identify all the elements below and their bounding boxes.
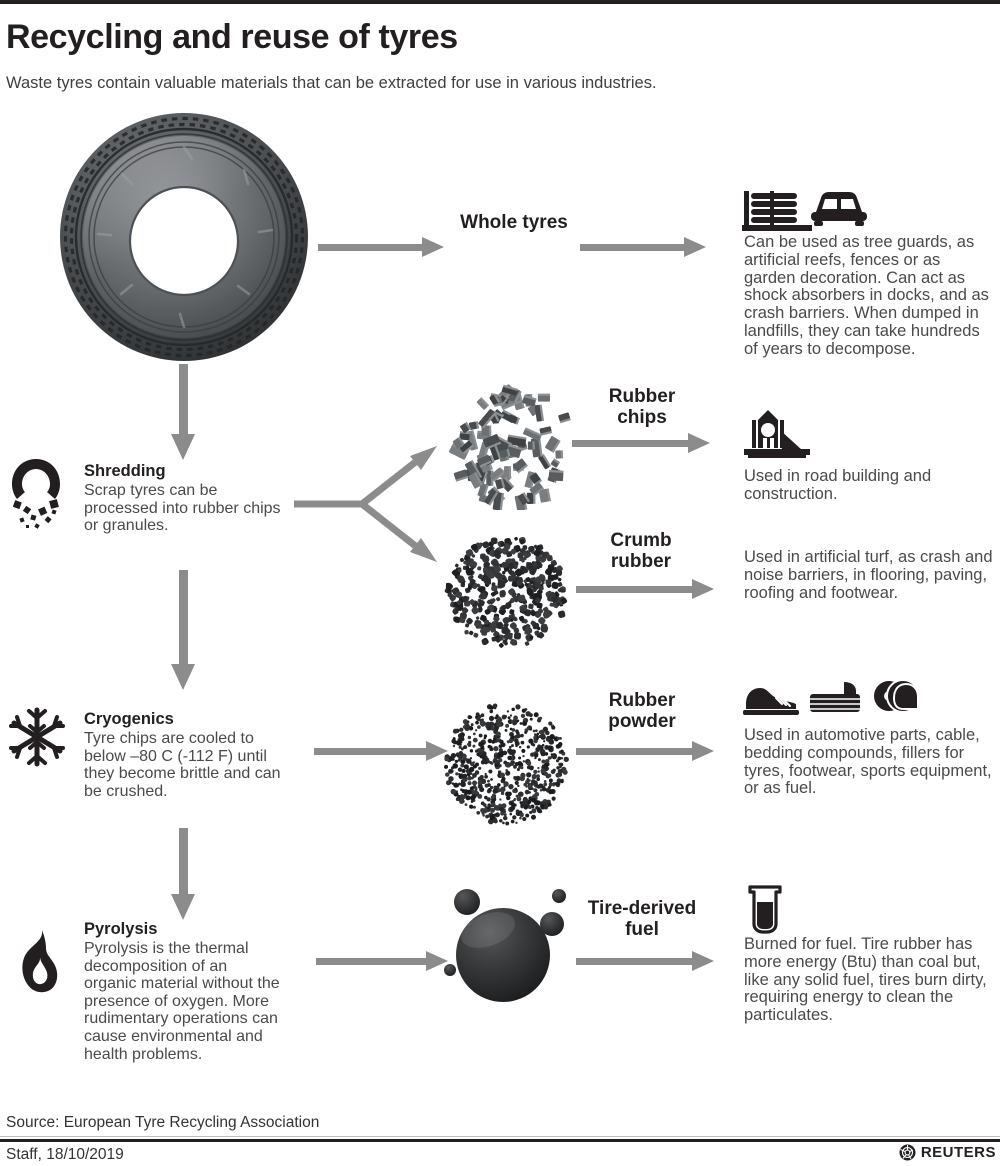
product-label-whole-tyres: Whole tyres [460, 212, 568, 233]
product-label-crumb-rubber: Crumb rubber [610, 530, 672, 573]
product-description-rubber-chips: Used in road building and construction. [744, 467, 932, 503]
flame-icon [14, 928, 62, 996]
footer-rule [0, 1139, 1000, 1142]
top-rule [0, 0, 1000, 4]
helmet-tyres-icon [872, 676, 922, 720]
stage-body-pyrolysis: Pyrolysis is the thermal decomposition of an organic material without the presence of oxygen. More rudimentary operations can cause environmental and health problems. [84, 940, 280, 1063]
product-description-tire-derived-fuel: Burned for fuel. Tire rubber has more energy (Btu) than coal but, like any solid fuel, tires burn dirty, requiring energy to clean the particulates. [744, 935, 987, 1025]
product-label-rubber-chips: Rubber chips [608, 386, 676, 429]
stage-body-cryogenics: Tyre chips are cooled to below –80 C (-112 F) until they become brittle and can be crushed. [84, 730, 281, 800]
rubber-powder-pile [440, 698, 572, 830]
oil-droplet-illustration [430, 878, 590, 1010]
source-rule [0, 1136, 1000, 1137]
shredded-tyre-icon [8, 455, 64, 531]
mattress-icon [808, 680, 864, 718]
stage-title-shredding: Shredding [84, 462, 166, 480]
product-label-rubber-powder: Rubber powder [608, 690, 676, 733]
stage-body-shredding: Scrap tyres can be processed into rubber chips or granules. [84, 482, 281, 535]
crumb-rubber-pile [438, 530, 570, 652]
whole-tyre-illustration [58, 108, 310, 366]
product-description-crumb-rubber: Used in artificial turf, as crash and noise barriers, in flooring, paving, roofing and footwear. [744, 548, 993, 602]
source-text: Source: European Tyre Recycling Association [6, 1114, 320, 1131]
fork-arrow-shredding [292, 432, 450, 568]
snowflake-icon [6, 706, 68, 768]
reuters-mark-icon [899, 1144, 916, 1161]
stacked-tyres-icon [742, 190, 812, 232]
reuters-wordmark: REUTERS [920, 1144, 996, 1161]
rubber-chips-pile [434, 378, 580, 510]
product-description-rubber-powder: Used in automotive parts, cable, bedding compounds, fillers for tyres, footwear, sports equipment, or as fuel. [744, 726, 992, 798]
reuters-logo [899, 1144, 996, 1161]
sneaker-icon [742, 682, 800, 718]
product-label-tire-derived-fuel: Tire-derived fuel [587, 898, 697, 941]
page-title: Recycling and reuse of tyres [6, 18, 458, 56]
car-icon [808, 188, 870, 232]
product-description-whole-tyres: Can be used as tree guards, as artificial reefs, fences or as garden decoration. Can act as shock absorbers in docks, and as crash barriers. When dumped in landfills, they can take hundreds of years to decompose. [744, 233, 989, 358]
stage-title-pyrolysis: Pyrolysis [84, 920, 158, 938]
page-subtitle: Waste tyres contain valuable materials that can be extracted for use in various industries. [6, 74, 657, 92]
playground-icon [744, 408, 810, 460]
stage-title-cryogenics: Cryogenics [84, 710, 174, 728]
credit-text: Staff, 18/10/2019 [6, 1146, 124, 1163]
beaker-icon [744, 884, 786, 936]
